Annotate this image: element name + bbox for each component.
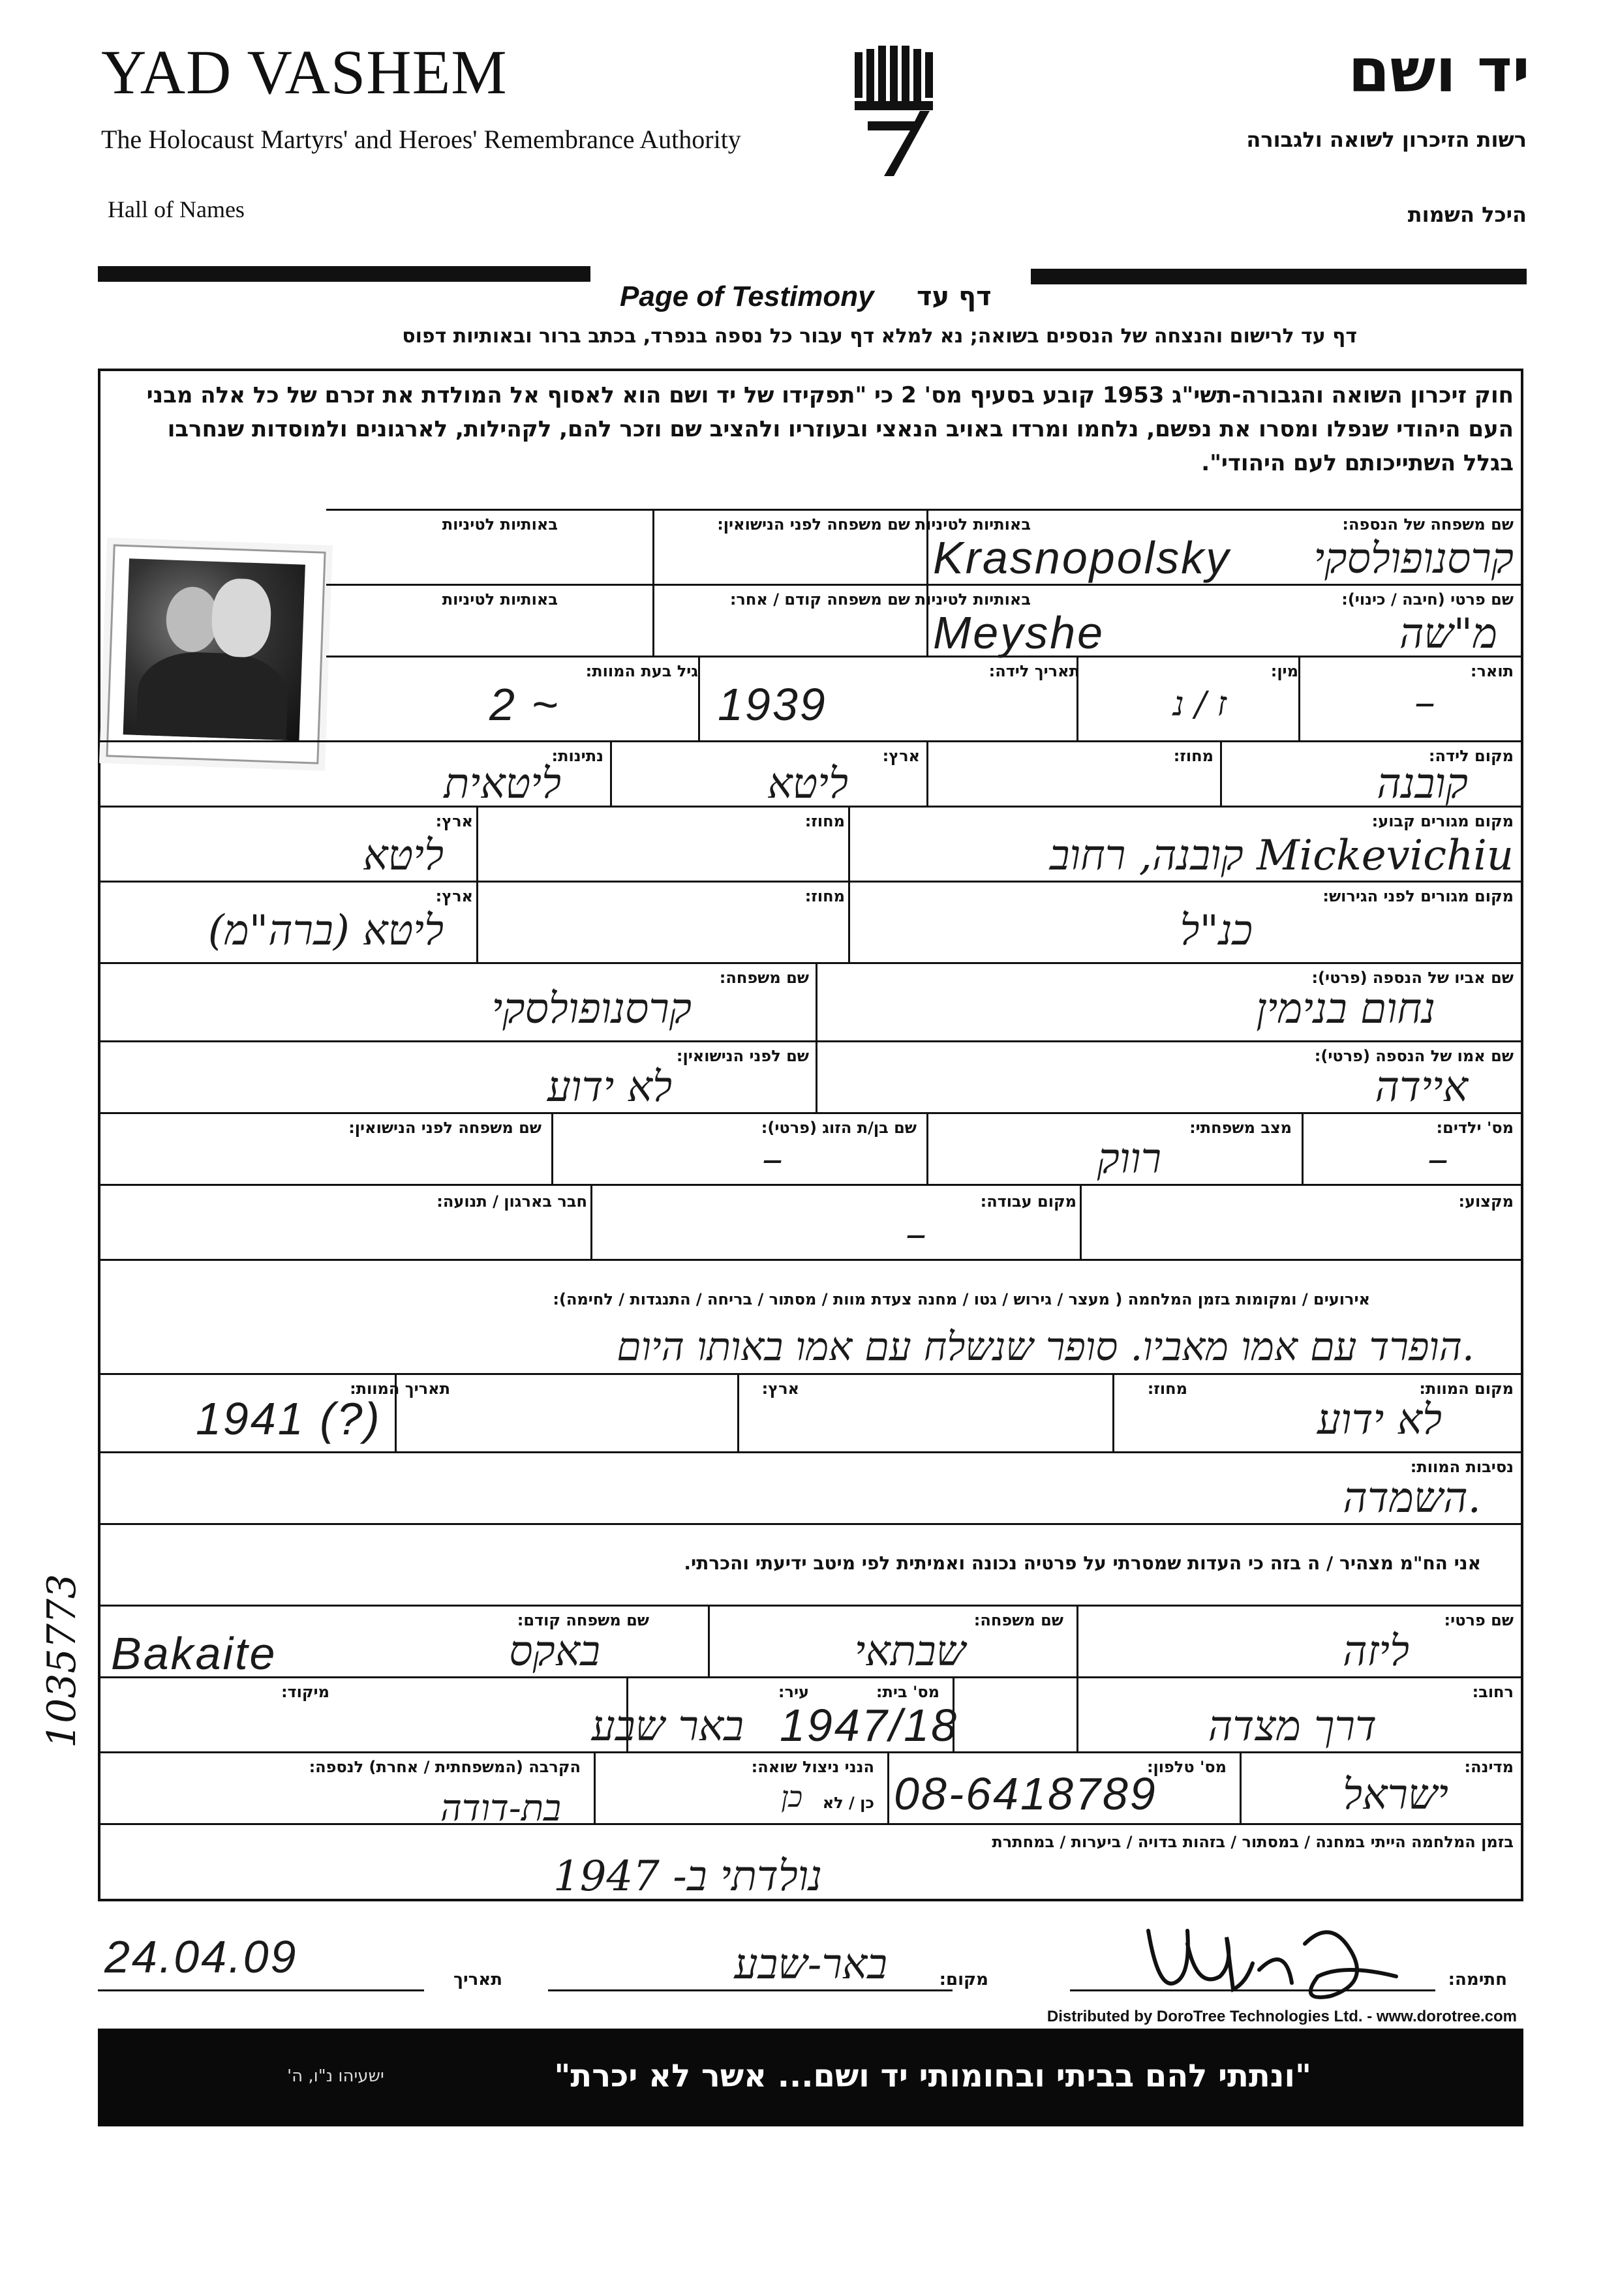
label-age-at-death: גיל בעת המוות: [585, 662, 698, 680]
value-witness-family: שבתאי [854, 1627, 966, 1676]
label-title: תואר: [1470, 662, 1514, 680]
value-city: באר שבע [591, 1702, 744, 1751]
label-witness-family: שם משפחה: [973, 1611, 1063, 1629]
english-subtitle: The Holocaust Martyrs' and Heroes' Remembrance Authority [101, 125, 741, 154]
value-nationality: ליטאית [444, 760, 561, 808]
label-first-name: שם פרטי (חיבה / כינוי): [1341, 590, 1514, 609]
label-relation: הקרבה (המשפחתית / אחרת) לנספה: [309, 1758, 581, 1776]
value-children-count: – [1427, 1135, 1448, 1183]
hebrew-hall-of-names: היכל השמות [1407, 202, 1527, 227]
label-maiden-name: שם משפחה לפני הנישואין: [717, 515, 910, 534]
value-mother-maiden: לא ידוע [547, 1063, 672, 1111]
value-death-place: לא ידוע [1317, 1396, 1442, 1444]
label-death-place: מקום המוות: [1419, 1380, 1514, 1398]
distributor-note: Distributed by DoroTree Technologies Ltd. - www.dorotree.com [1046, 2008, 1517, 2025]
label-latin-1: באותיות לטיניות [915, 515, 1031, 534]
label-region-2: מחוז: [804, 812, 845, 830]
hebrew-subtitle: רשות הזיכרון לשואה ולגבורה [1246, 127, 1527, 152]
label-latin-3: באותיות לטיניות [915, 590, 1031, 609]
label-signature: חתימה: [1448, 1970, 1507, 1989]
label-country-4: ארץ: [761, 1380, 799, 1398]
label-street: רחוב: [1472, 1683, 1514, 1701]
label-yes-no: כן / לא [822, 1794, 874, 1812]
label-father-name: שם אביו של הנספה (פרטי): [1311, 969, 1514, 987]
value-gender: ז / נ [1173, 685, 1227, 724]
label-spouse-maiden: שם משפחה לפני הנישואין: [348, 1119, 542, 1137]
label-region-3: מחוז: [804, 887, 845, 905]
value-family-name-lat: Krasnopolsky [933, 532, 1231, 583]
side-reference-number: 1035773 [39, 1573, 85, 1748]
label-organization: חבר בארגון / תנועה: [436, 1192, 587, 1211]
value-permanent-residence: קובנה, רחוב Mickevichiu [1049, 832, 1514, 880]
value-first-name-he: מ"שה [1399, 610, 1497, 658]
label-profession: מקצוע: [1458, 1192, 1514, 1211]
header-rule-left [98, 266, 590, 282]
value-witness-prev-family: באקס [509, 1627, 600, 1676]
menorah-logo-icon [848, 46, 939, 183]
law-text: חוק זיכרון השואה והגבורה-תשי"ג 1953 קובע בסעיף מס' 2 כי "תפקידו של יד ושם הוא לאסוף אל המולדת את זכרם של כל אלה מבני העם היהודי שנפלו ומסרו את נפשם, נלחמו ומרדו באויב הנאצי ובעוזריו ולהציב שם וזכר להם, לקהילות, לארגונים ולמוסדות שנחרבו בגלל השתייכותם לעם היהודי". [146, 382, 1514, 476]
english-title: YAD VASHEM [101, 37, 508, 107]
declaration-text: אני הח"מ מצהיר / ה בזה כי העדות שמסרתי על פרטיה נכונה ואמיתית לפי מיטב ידיעתי והכרתי. [684, 1552, 1481, 1574]
label-place: מקום: [939, 1970, 988, 1989]
value-first-name-lat: Meyshe [933, 607, 1105, 658]
label-prev-family: שם משפחה קודם / אחר: [729, 590, 910, 609]
label-region-1: מחוז: [1173, 747, 1214, 765]
value-family-name-he: קרסנופולסקי [1313, 535, 1514, 583]
value-age-at-death: 2 ~ [489, 679, 560, 730]
label-mother-maiden: שם לפני הנישואין: [676, 1047, 809, 1065]
value-pre-deport-residence: כנ"ל [1180, 907, 1253, 955]
label-country-2: ארץ: [435, 812, 473, 830]
label-death-date: תאריך המוות: [350, 1380, 450, 1398]
label-witness-prev-family: שם משפחה קודם: [517, 1611, 649, 1629]
label-region-4: מחוז: [1147, 1380, 1187, 1398]
label-gender: מין: [1270, 662, 1298, 680]
value-events: הופרד עם אמו מאביו. סופר שנשלח עם אמו באותו היום. [617, 1324, 1474, 1370]
value-house-no: 1947/18 [780, 1700, 959, 1751]
label-mother-name: שם אמו של הנספה (פרטי): [1314, 1047, 1514, 1065]
value-title: – [1414, 678, 1435, 727]
label-death-circumstances: נסיבות המוות: [1410, 1458, 1514, 1476]
label-state: מדינה: [1464, 1758, 1514, 1776]
value-pre-deport-country: ליטא (ברה"מ) [207, 907, 444, 955]
value-father-surname: קרסנופולסקי [491, 985, 692, 1033]
signature-mark-icon [1135, 1905, 1422, 2016]
label-permanent-residence: מקום מגורים קבוע: [1371, 812, 1514, 830]
label-latin-4: באותיות לטיניות [442, 590, 558, 609]
value-birth-country: ליטא [767, 760, 848, 808]
value-death-date: 1941 (?) [196, 1393, 382, 1444]
label-birth-date: תאריך לידה: [988, 662, 1080, 680]
label-residence-before-deport: מקום מגורים לפני הגירוש: [1322, 887, 1514, 905]
label-date: תאריך [453, 1970, 502, 1989]
label-country-1: ארץ: [882, 747, 920, 765]
page-of-testimony-hebrew: דף עד [917, 282, 992, 312]
english-hall-of-names: Hall of Names [108, 196, 245, 222]
value-birth-place: קובנה [1377, 760, 1468, 808]
label-survivor: הנני ניצול שואה: [751, 1758, 874, 1776]
instructions: דף עד לרישום והנצחה של הנספים בשואה; נא למלא דף עבור כל נספה בנפרד, בכתב ברור ובאותיות דפוס [402, 325, 1357, 348]
label-witness-first: שם פרטי: [1444, 1611, 1514, 1629]
label-spouse-name: שם בן/ת הזוג (פרטי): [761, 1119, 917, 1137]
label-city: עיר: [778, 1683, 809, 1701]
footer-verse: "ונתתי להם בביתי ובחומותי יד ושם... אשר לא יכרת" [554, 2058, 1311, 2094]
value-workplace: – [906, 1210, 926, 1258]
value-sign-date: 24.04.09 [104, 1931, 298, 1982]
value-birth-date: 1939 [718, 679, 827, 730]
value-mother-name: איידה [1375, 1063, 1468, 1111]
label-marital-status: מצב משפחתי: [1189, 1119, 1292, 1137]
label-children-count: מס' ילדים: [1436, 1119, 1514, 1137]
label-father-surname: שם משפחה: [719, 969, 809, 987]
label-country-3: ארץ: [435, 887, 473, 905]
value-witness-first: ליזה [1342, 1627, 1409, 1676]
value-sign-place: באר-שבע [734, 1941, 887, 1989]
label-workplace: מקום עבודה: [980, 1192, 1076, 1211]
value-witness-prev-family-lat: Bakaite [111, 1628, 277, 1679]
value-residence-country: ליטא [363, 832, 444, 880]
value-state: ישראל [1343, 1771, 1448, 1819]
hebrew-title: יד ושם [1348, 36, 1530, 106]
label-house-no: מס' בית: [876, 1683, 939, 1701]
label-wartime: בזמן המלחמה הייתי במחנה / במסתור / בזהות בדויה / ביערות / במחתרת [992, 1833, 1514, 1851]
value-death-circumstances: השמדה. [1343, 1474, 1481, 1522]
value-survivor: כן [781, 1781, 802, 1814]
label-latin-2: באותיות לטיניות [442, 515, 558, 534]
value-phone: 08-6418789 [894, 1768, 1157, 1819]
value-marital-status: רווק [1097, 1135, 1161, 1183]
header-rule-right [1031, 269, 1527, 284]
label-zip: מיקוד: [281, 1683, 329, 1701]
label-events: אירועים / ומקומות בזמן המלחמה ( מעצר / גירוש / גטו / מחנה צעדת מוות / מסתור / בריחה / התנגדות / לחימה): [553, 1290, 1370, 1308]
value-street: דרך מצדה [1208, 1702, 1377, 1751]
footer-verse-ref: ישעיהו נ"ו, ה' [287, 2066, 384, 2086]
page-of-testimony-title: Page of Testimony [620, 280, 874, 312]
value-spouse-name: – [762, 1135, 783, 1183]
value-wartime: נולדתי ב- 1947 [553, 1852, 822, 1901]
label-phone: מס' טלפון: [1146, 1758, 1227, 1776]
victim-photo [106, 544, 326, 764]
label-birth-place: מקום לידה: [1428, 747, 1514, 765]
value-father-name: נחום בנימין [1256, 985, 1435, 1033]
value-relation: בת-דודה [440, 1787, 561, 1830]
label-family-name: שם משפחה של הנספה: [1342, 515, 1514, 534]
label-nationality: נתינות: [551, 747, 603, 765]
